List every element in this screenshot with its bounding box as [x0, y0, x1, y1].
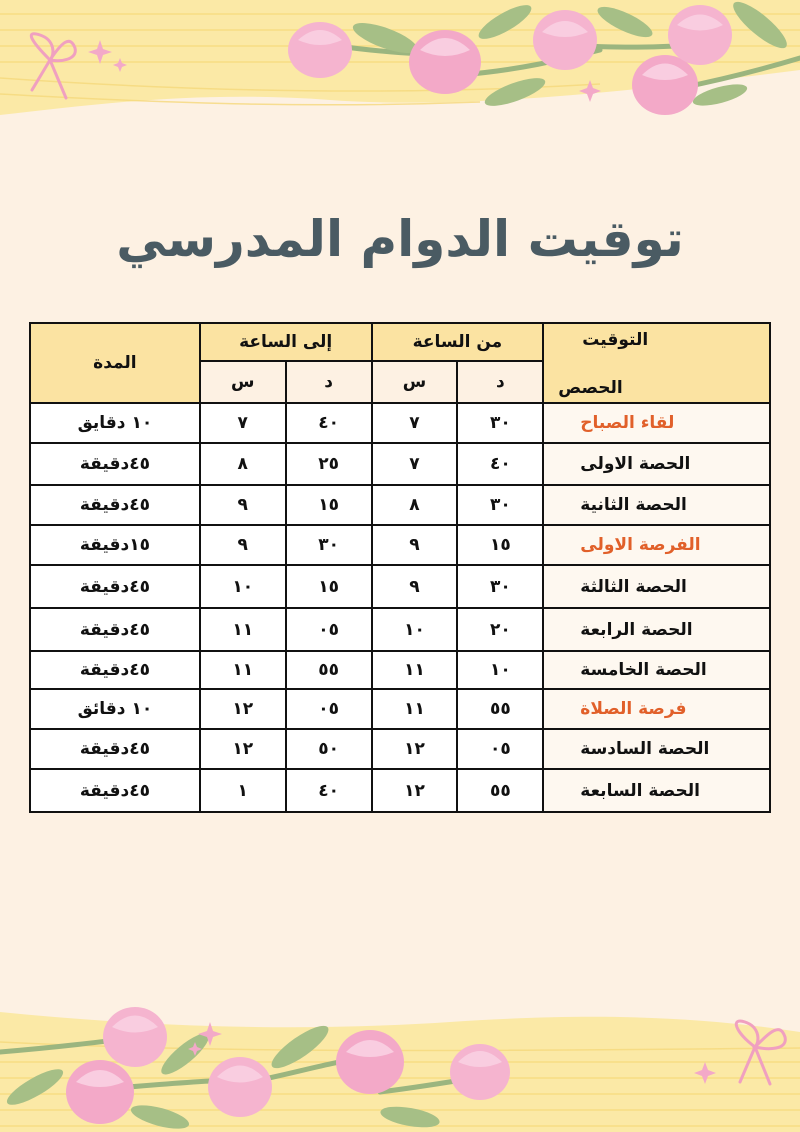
- corner-header-top: التوقيت: [582, 330, 649, 350]
- to-hour-cell: ١١: [200, 651, 286, 689]
- period-cell: الفرصة الاولى: [543, 525, 770, 565]
- duration-cell: ٤٥دقيقة: [30, 608, 200, 651]
- from-minute-cell: ١٠: [457, 651, 543, 689]
- from-minute-cell: ٠٥: [457, 729, 543, 769]
- duration-cell: ٤٥دقيقة: [30, 443, 200, 485]
- from-minute-cell: ٣٠: [457, 485, 543, 525]
- from-hour-header: من الساعة: [372, 323, 544, 361]
- table-row: [30, 689, 770, 729]
- table-row: [30, 651, 770, 689]
- table-row: [30, 769, 770, 812]
- from-hour-cell: ٧: [372, 443, 458, 485]
- from-minute-cell: ٥٥: [457, 769, 543, 812]
- from-hour-cell: ٧: [372, 403, 458, 443]
- from-minute-cell: ٢٠: [457, 608, 543, 651]
- to-hour-cell: ١: [200, 769, 286, 812]
- duration-header: المدة: [30, 323, 200, 403]
- to-hour-cell: ٨: [200, 443, 286, 485]
- to-hour-cell: ٩: [200, 525, 286, 565]
- to-minute-cell: ١٥: [286, 485, 372, 525]
- to-hour-cell: ١٠: [200, 565, 286, 608]
- from-hour-cell: ١١: [372, 651, 458, 689]
- to-minute-cell: ٢٥: [286, 443, 372, 485]
- to-hour-subheader: س: [200, 361, 286, 403]
- table-row: [30, 403, 770, 443]
- to-hour-cell: ١١: [200, 608, 286, 651]
- from-minute-cell: ٣٠: [457, 565, 543, 608]
- to-minute-cell: ٥٠: [286, 729, 372, 769]
- to-minute-cell: ٤٠: [286, 403, 372, 443]
- period-cell: الحصة الرابعة: [543, 608, 770, 651]
- from-hour-cell: ٨: [372, 485, 458, 525]
- period-cell: الحصة الثانية: [543, 485, 770, 525]
- period-cell: الحصة الثالثة: [543, 565, 770, 608]
- duration-cell: ١٠ دقائق: [30, 689, 200, 729]
- to-minute-cell: ٣٠: [286, 525, 372, 565]
- corner-header: [543, 323, 770, 403]
- from-minute-header: د: [457, 361, 543, 403]
- from-hour-cell: ١٢: [372, 769, 458, 812]
- page-title: توقيت الدوام المدرسي: [116, 210, 684, 268]
- from-minute-cell: ٥٥: [457, 689, 543, 729]
- duration-cell: ٤٥دقيقة: [30, 769, 200, 812]
- to-hour-header: إلى الساعة: [200, 323, 372, 361]
- duration-cell: ١٥دقيقة: [30, 525, 200, 565]
- bottom-floral-decoration: [0, 992, 800, 1132]
- table-row: [30, 485, 770, 525]
- from-hour-cell: ١١: [372, 689, 458, 729]
- table-row: [30, 443, 770, 485]
- duration-cell: ٤٥دقيقة: [30, 729, 200, 769]
- to-minute-cell: ٠٥: [286, 689, 372, 729]
- period-cell: لقاء الصباح: [543, 403, 770, 443]
- top-floral-decoration: [0, 0, 800, 130]
- period-cell: الحصة الخامسة: [543, 651, 770, 689]
- corner-header-bottom: الحصص: [558, 378, 623, 398]
- table-row: [30, 565, 770, 608]
- duration-cell: ٤٥دقيقة: [30, 565, 200, 608]
- from-hour-cell: ٩: [372, 525, 458, 565]
- header-row: [30, 323, 770, 361]
- duration-cell: ١٠ دقايق: [30, 403, 200, 443]
- from-minute-cell: ١٥: [457, 525, 543, 565]
- table-row: [30, 729, 770, 769]
- to-minute-cell: ٠٥: [286, 608, 372, 651]
- to-hour-cell: ٩: [200, 485, 286, 525]
- period-cell: الحصة السادسة: [543, 729, 770, 769]
- from-minute-cell: ٣٠: [457, 403, 543, 443]
- from-hour-cell: ١٢: [372, 729, 458, 769]
- to-hour-cell: ١٢: [200, 689, 286, 729]
- table-row: [30, 525, 770, 565]
- period-cell: فرصة الصلاة: [543, 689, 770, 729]
- to-minute-cell: ٤٠: [286, 769, 372, 812]
- duration-cell: ٤٥دقيقة: [30, 651, 200, 689]
- to-hour-cell: ٧: [200, 403, 286, 443]
- from-minute-cell: ٤٠: [457, 443, 543, 485]
- to-hour-cell: ١٢: [200, 729, 286, 769]
- from-hour-cell: ٩: [372, 565, 458, 608]
- to-minute-cell: ٥٥: [286, 651, 372, 689]
- period-cell: الحصة السابعة: [543, 769, 770, 812]
- to-minute-cell: ١٥: [286, 565, 372, 608]
- duration-cell: ٤٥دقيقة: [30, 485, 200, 525]
- schedule-table: [29, 322, 771, 813]
- table-row: [30, 608, 770, 651]
- from-hour-subheader: س: [372, 361, 458, 403]
- to-minute-header: د: [286, 361, 372, 403]
- from-hour-cell: ١٠: [372, 608, 458, 651]
- period-cell: الحصة الاولى: [543, 443, 770, 485]
